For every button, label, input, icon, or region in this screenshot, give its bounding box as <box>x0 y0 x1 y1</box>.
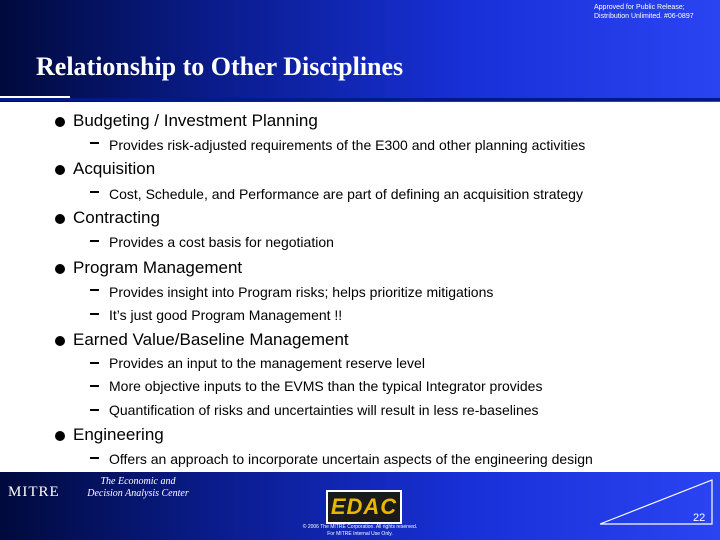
copyright-line-2: For MITRE Internal Use Only. <box>327 531 393 537</box>
sub-bullet: Offers an approach to incorporate uncertain aspects of the engineering design <box>109 451 593 467</box>
sub-bullet: Provides insight into Program risks; helps prioritize mitigations <box>109 284 494 300</box>
sub-bullet: Quantification of risks and uncertainties will result in less re-baselines <box>109 402 539 418</box>
sub-bullet: Provides an input to the management reserve level <box>109 355 425 371</box>
sub-bullet: Provides a cost basis for negotiation <box>109 234 334 250</box>
sub-bullet-dash <box>90 457 99 459</box>
bullet-dot <box>55 431 65 441</box>
sub-bullet: More objective inputs to the EVMS than the typical Integrator provides <box>109 378 543 394</box>
bullet-budgeting: Budgeting / Investment Planning <box>73 111 318 130</box>
copyright-line-1: © 2006 The MITRE Corporation. All rights reserved. <box>302 524 418 530</box>
copyright-notice <box>270 524 450 538</box>
sub-bullet-dash <box>90 191 99 193</box>
bullet-dot <box>55 117 65 127</box>
page-number: 22 <box>693 512 706 524</box>
sub-bullet-dash <box>90 313 99 315</box>
edac-logo <box>326 490 402 524</box>
sub-bullet-dash <box>90 289 99 291</box>
sub-bullet: It’s just good Program Management !! <box>109 307 343 323</box>
sub-bullet-dash <box>90 240 99 242</box>
approval-line-2: Distribution Unlimited. #06-0897 <box>594 13 694 20</box>
sub-bullet-dash <box>90 385 99 387</box>
sub-bullet-dash <box>90 409 99 411</box>
center-name-line-2: Decision Analysis Center <box>87 488 189 499</box>
sub-bullet: Provides risk-adjusted requirements of the E300 and other planning activities <box>109 137 586 153</box>
bullet-earned-value: Earned Value/Baseline Management <box>73 330 349 349</box>
sub-bullet-dash <box>90 362 99 364</box>
bullet-acquisition: Acquisition <box>73 159 156 178</box>
bullet-contracting: Contracting <box>73 208 160 227</box>
mitre-logo: MITRE <box>8 484 60 500</box>
sub-bullet: Cost, Schedule, and Performance are part of defining an acquisition strategy <box>109 186 583 202</box>
center-name <box>82 476 194 500</box>
slide-footer <box>0 472 720 540</box>
bullet-dot <box>55 264 65 274</box>
bullet-dot <box>55 336 65 346</box>
bullet-engineering: Engineering <box>73 425 164 444</box>
bullet-dot <box>55 165 65 175</box>
center-name-line-1: The Economic and <box>100 476 176 487</box>
approval-line-1: Approved for Public Release; <box>594 4 685 11</box>
sub-bullet-dash <box>90 142 99 144</box>
slide-title: Relationship to Other Disciplines <box>36 52 404 81</box>
edac-logo-text: EDAC <box>330 494 398 519</box>
decorative-triangle-icon <box>592 472 720 540</box>
bullet-dot <box>55 214 65 224</box>
bullet-program-management: Program Management <box>73 258 243 277</box>
